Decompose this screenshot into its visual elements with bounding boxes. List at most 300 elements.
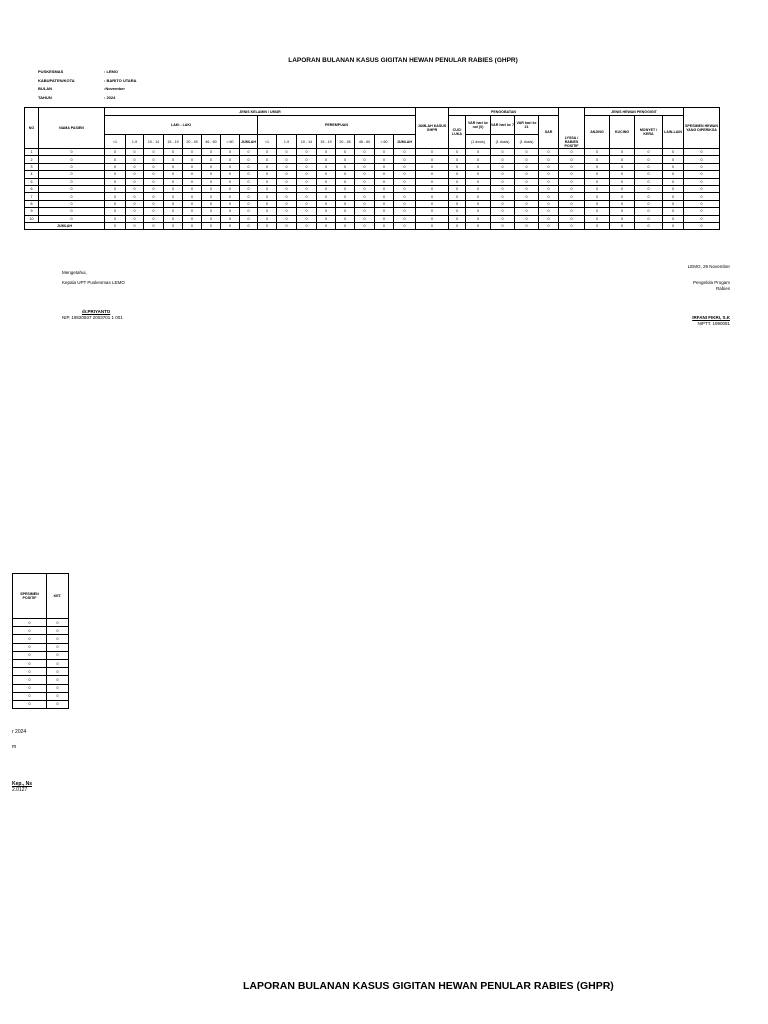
spesimen-row	[13, 651, 69, 659]
value-cell: 0	[144, 185, 164, 192]
report-title: LAPORAN BULANAN KASUS GIGITAN HEWAN PENULAR RABIES (GHPR)	[288, 57, 518, 64]
hdr-ket: KET.	[47, 574, 69, 619]
value-cell: 0	[491, 171, 515, 178]
value-cell: 0	[297, 171, 317, 178]
spesimen-cell: 0	[47, 700, 69, 708]
hdr-age-perempuan: 20 - 45	[336, 135, 355, 149]
total-cell: 0	[297, 222, 317, 229]
value-cell: 0	[297, 178, 317, 185]
total-cell: 0	[240, 222, 258, 229]
table-row	[25, 193, 720, 200]
value-cell: 0	[336, 200, 355, 207]
value-cell: 0	[144, 163, 164, 170]
spesimen-table	[12, 573, 69, 709]
hdr-age-laki: > 60	[221, 135, 240, 149]
value-cell: 0	[394, 193, 416, 200]
total-cell: 0	[515, 222, 539, 229]
value-cell: 0	[105, 171, 126, 178]
value-cell: 0	[126, 208, 144, 215]
sig-left-name: dr.PRIYANTO	[82, 309, 111, 314]
value-cell: 0	[258, 200, 277, 207]
value-cell: 0	[355, 171, 375, 178]
value-cell: 0	[610, 149, 635, 156]
value-cell: 0	[126, 193, 144, 200]
value-cell: 0	[317, 215, 336, 222]
value-cell: 0	[183, 208, 202, 215]
patient-name-cell: 0	[39, 215, 105, 222]
patient-name-cell: 0	[39, 149, 105, 156]
sig-pengelola: Pengelola Progam	[692, 280, 730, 285]
value-cell: 0	[466, 171, 491, 178]
value-cell: 0	[610, 200, 635, 207]
hdr-age-perempuan: 46 - 60	[355, 135, 375, 149]
hdr-spesimen-diperiksa: SPESIMEN HEWAN YANG DIPERIKSA	[684, 108, 720, 149]
value-cell: 0	[202, 200, 221, 207]
value-cell: 0	[466, 208, 491, 215]
value-cell: 0	[375, 208, 394, 215]
value-cell: 0	[277, 215, 297, 222]
value-cell: 0	[202, 163, 221, 170]
table-row	[25, 156, 720, 163]
value-cell: 0	[221, 163, 240, 170]
row-number: 10	[25, 215, 39, 222]
value-cell: 0	[449, 208, 466, 215]
value-cell: 0	[183, 178, 202, 185]
value-cell: 0	[466, 178, 491, 185]
value-cell: 0	[515, 163, 539, 170]
value-cell: 0	[297, 163, 317, 170]
value-cell: 0	[610, 178, 635, 185]
value-cell: 0	[416, 193, 449, 200]
fragment-kep: Kep., Ns	[12, 781, 33, 787]
value-cell: 0	[183, 215, 202, 222]
value-cell: 0	[126, 200, 144, 207]
value-cell: 0	[559, 193, 585, 200]
hdr-var-21: VAR hari ke 21	[515, 116, 539, 135]
value-cell: 0	[258, 185, 277, 192]
total-cell: 0	[221, 222, 240, 229]
value-cell: 0	[539, 185, 559, 192]
total-cell: 0	[394, 222, 416, 229]
patient-name-cell: 0	[39, 156, 105, 163]
value-cell: 0	[240, 215, 258, 222]
value-cell: 0	[491, 149, 515, 156]
total-label: JUMLAH	[25, 222, 105, 229]
value-cell: 0	[449, 193, 466, 200]
hdr-age-laki: 46 - 60	[202, 135, 221, 149]
value-cell: 0	[240, 171, 258, 178]
patient-name-cell: 0	[39, 163, 105, 170]
value-cell: 0	[375, 156, 394, 163]
value-cell: 0	[336, 171, 355, 178]
value-cell: 0	[515, 200, 539, 207]
fragment-date: r 2024	[12, 729, 27, 735]
total-cell: 0	[336, 222, 355, 229]
spesimen-cell: 0	[13, 651, 47, 659]
total-cell: 0	[277, 222, 297, 229]
value-cell: 0	[183, 200, 202, 207]
value-cell: 0	[684, 156, 720, 163]
value-cell: 0	[585, 215, 610, 222]
sig-right-nip: NIPTT. 1990081	[697, 321, 730, 326]
hdr-perempuan: PEREMPUAN	[258, 116, 416, 135]
value-cell: 0	[515, 156, 539, 163]
value-cell: 0	[539, 193, 559, 200]
hdr-var-7: VAR hari ke 7	[491, 116, 515, 135]
value-cell: 0	[258, 215, 277, 222]
value-cell: 0	[164, 193, 183, 200]
value-cell: 0	[394, 215, 416, 222]
hdr-age-laki: 10 - 14	[144, 135, 164, 149]
hdr-age-laki: 1-9	[126, 135, 144, 149]
value-cell: 0	[277, 149, 297, 156]
value-cell: 0	[663, 178, 684, 185]
patient-name-cell: 0	[39, 208, 105, 215]
value-cell: 0	[144, 171, 164, 178]
ghpr-table	[24, 107, 720, 230]
value-cell: 0	[355, 156, 375, 163]
spesimen-row	[13, 676, 69, 684]
value-cell: 0	[515, 149, 539, 156]
spesimen-cell: 0	[13, 700, 47, 708]
hdr-monyet: MONYET / KERA	[635, 116, 663, 149]
hdr-age-laki: <1	[105, 135, 126, 149]
value-cell: 0	[336, 156, 355, 163]
value-cell: 0	[240, 178, 258, 185]
value-cell: 0	[466, 215, 491, 222]
meta-bulan: BULAN :November	[38, 86, 125, 91]
total-cell: 0	[317, 222, 336, 229]
value-cell: 0	[336, 178, 355, 185]
fragment-m: m	[12, 744, 17, 750]
value-cell: 0	[105, 149, 126, 156]
value-cell: 0	[585, 208, 610, 215]
value-cell: 0	[126, 215, 144, 222]
total-cell: 0	[355, 222, 375, 229]
value-cell: 0	[449, 215, 466, 222]
value-cell: 0	[449, 171, 466, 178]
value-cell: 0	[144, 193, 164, 200]
value-cell: 0	[126, 171, 144, 178]
spesimen-cell: 0	[13, 643, 47, 651]
value-cell: 0	[317, 163, 336, 170]
value-cell: 0	[491, 208, 515, 215]
spesimen-cell: 0	[47, 659, 69, 667]
value-cell: 0	[297, 156, 317, 163]
value-cell: 0	[684, 200, 720, 207]
value-cell: 0	[336, 163, 355, 170]
value-cell: 0	[449, 178, 466, 185]
hdr-age-perempuan: 1-9	[277, 135, 297, 149]
value-cell: 0	[375, 163, 394, 170]
value-cell: 0	[105, 215, 126, 222]
value-cell: 0	[559, 208, 585, 215]
value-cell: 0	[559, 185, 585, 192]
spesimen-cell: 0	[13, 619, 47, 627]
hdr-var-dose: (1 dosis)	[491, 135, 515, 149]
value-cell: 0	[394, 171, 416, 178]
value-cell: 0	[336, 185, 355, 192]
value-cell: 0	[336, 149, 355, 156]
spesimen-cell: 0	[13, 684, 47, 692]
hdr-jumlah-kasus: JUMLAH KASUS GHPR	[416, 108, 449, 149]
table-row	[25, 215, 720, 222]
value-cell: 0	[183, 149, 202, 156]
spesimen-cell: 0	[13, 627, 47, 635]
value-cell: 0	[635, 171, 663, 178]
value-cell: 0	[355, 215, 375, 222]
value-cell: 0	[317, 185, 336, 192]
table-row	[25, 171, 720, 178]
value-cell: 0	[416, 163, 449, 170]
value-cell: 0	[240, 193, 258, 200]
hdr-lyssa: LYSSA / RABIES POSITIF	[559, 108, 585, 149]
value-cell: 0	[277, 178, 297, 185]
value-cell: 0	[240, 149, 258, 156]
hdr-age-perempuan: > 60	[375, 135, 394, 149]
value-cell: 0	[539, 156, 559, 163]
spesimen-cell: 0	[47, 627, 69, 635]
value-cell: 0	[466, 185, 491, 192]
value-cell: 0	[375, 215, 394, 222]
value-cell: 0	[221, 178, 240, 185]
value-cell: 0	[221, 171, 240, 178]
value-cell: 0	[277, 185, 297, 192]
patient-name-cell: 0	[39, 178, 105, 185]
value-cell: 0	[663, 200, 684, 207]
value-cell: 0	[183, 193, 202, 200]
hdr-jenis-kelamin-umur: JENIS KELAMIN / UMUR	[105, 108, 416, 116]
row-number: 3	[25, 163, 39, 170]
value-cell: 0	[144, 215, 164, 222]
value-cell: 0	[355, 200, 375, 207]
spesimen-row	[13, 635, 69, 643]
hdr-age-laki: JUMLAH	[240, 135, 258, 149]
spesimen-cell: 0	[47, 619, 69, 627]
value-cell: 0	[466, 149, 491, 156]
value-cell: 0	[355, 178, 375, 185]
value-cell: 0	[635, 163, 663, 170]
value-cell: 0	[317, 193, 336, 200]
value-cell: 0	[164, 215, 183, 222]
value-cell: 0	[317, 200, 336, 207]
value-cell: 0	[336, 193, 355, 200]
value-cell: 0	[183, 185, 202, 192]
spesimen-cell: 0	[13, 668, 47, 676]
value-cell: 0	[297, 215, 317, 222]
value-cell: 0	[164, 156, 183, 163]
value-cell: 0	[491, 156, 515, 163]
hdr-lain: LAIN-LAIN	[663, 116, 684, 149]
value-cell: 0	[126, 185, 144, 192]
value-cell: 0	[610, 193, 635, 200]
row-number: 7	[25, 193, 39, 200]
hdr-pengobatan: PENGOBATAN	[449, 108, 559, 116]
value-cell: 0	[221, 149, 240, 156]
hdr-anjing: ANJING	[585, 116, 610, 149]
value-cell: 0	[449, 149, 466, 156]
value-cell: 0	[394, 178, 416, 185]
value-cell: 0	[491, 163, 515, 170]
meta-kabupaten: KABUPATEN/KOTA : BARITO UTARA	[38, 77, 137, 83]
value-cell: 0	[635, 149, 663, 156]
sig-mengetahui: Mengetahui,	[62, 270, 87, 275]
spesimen-row	[13, 659, 69, 667]
value-cell: 0	[585, 178, 610, 185]
total-cell: 0	[144, 222, 164, 229]
value-cell: 0	[663, 215, 684, 222]
total-cell: 0	[126, 222, 144, 229]
value-cell: 0	[164, 208, 183, 215]
value-cell: 0	[297, 208, 317, 215]
patient-name-cell: 0	[39, 200, 105, 207]
row-number: 9	[25, 208, 39, 215]
sig-left-nip: NIP. 19820507 2003701 1 001	[62, 315, 123, 320]
value-cell: 0	[258, 149, 277, 156]
value-cell: 0	[221, 215, 240, 222]
total-cell: 0	[375, 222, 394, 229]
value-cell: 0	[240, 163, 258, 170]
value-cell: 0	[221, 193, 240, 200]
row-number: 2	[25, 156, 39, 163]
value-cell: 0	[684, 185, 720, 192]
value-cell: 0	[202, 178, 221, 185]
value-cell: 0	[221, 208, 240, 215]
value-cell: 0	[416, 171, 449, 178]
value-cell: 0	[684, 208, 720, 215]
value-cell: 0	[202, 171, 221, 178]
row-number: 6	[25, 185, 39, 192]
value-cell: 0	[539, 171, 559, 178]
total-cell: 0	[491, 222, 515, 229]
value-cell: 0	[491, 185, 515, 192]
value-cell: 0	[663, 208, 684, 215]
value-cell: 0	[449, 200, 466, 207]
value-cell: 0	[559, 215, 585, 222]
spesimen-cell: 0	[13, 635, 47, 643]
patient-name-cell: 0	[39, 185, 105, 192]
value-cell: 0	[684, 149, 720, 156]
value-cell: 0	[240, 156, 258, 163]
total-cell: 0	[663, 222, 684, 229]
total-cell: 0	[449, 222, 466, 229]
hdr-no: NO	[25, 108, 39, 149]
value-cell: 0	[684, 163, 720, 170]
value-cell: 0	[144, 156, 164, 163]
value-cell: 0	[297, 200, 317, 207]
spesimen-row	[13, 668, 69, 676]
value-cell: 0	[449, 185, 466, 192]
value-cell: 0	[394, 208, 416, 215]
value-cell: 0	[240, 208, 258, 215]
hdr-age-perempuan: 15 - 19	[317, 135, 336, 149]
table-row	[25, 178, 720, 185]
value-cell: 0	[610, 171, 635, 178]
value-cell: 0	[491, 215, 515, 222]
value-cell: 0	[164, 185, 183, 192]
patient-name-cell: 0	[39, 171, 105, 178]
value-cell: 0	[394, 149, 416, 156]
hdr-age-perempuan: 10 - 14	[297, 135, 317, 149]
meta-tahun: TAHUN : 2024	[38, 94, 116, 100]
value-cell: 0	[317, 156, 336, 163]
value-cell: 0	[684, 171, 720, 178]
value-cell: 0	[375, 149, 394, 156]
value-cell: 0	[105, 208, 126, 215]
value-cell: 0	[416, 215, 449, 222]
value-cell: 0	[240, 200, 258, 207]
value-cell: 0	[202, 215, 221, 222]
total-cell: 0	[202, 222, 221, 229]
value-cell: 0	[684, 193, 720, 200]
value-cell: 0	[221, 185, 240, 192]
total-cell: 0	[635, 222, 663, 229]
sig-date: LEMO, 29 November	[687, 264, 730, 269]
spesimen-cell: 0	[47, 643, 69, 651]
value-cell: 0	[610, 185, 635, 192]
value-cell: 0	[355, 193, 375, 200]
value-cell: 0	[375, 178, 394, 185]
sig-right-name: IRFANI FIKRI, S.K	[692, 315, 730, 320]
value-cell: 0	[559, 178, 585, 185]
value-cell: 0	[202, 156, 221, 163]
value-cell: 0	[164, 163, 183, 170]
spesimen-cell: 0	[13, 659, 47, 667]
value-cell: 0	[635, 200, 663, 207]
total-cell: 0	[585, 222, 610, 229]
value-cell: 0	[491, 178, 515, 185]
value-cell: 0	[663, 156, 684, 163]
value-cell: 0	[515, 171, 539, 178]
fragment-nip: 2.0127	[12, 787, 28, 793]
sig-rabies: Rabies	[715, 286, 730, 291]
bottom-title: LAPORAN BULANAN KASUS GIGITAN HEWAN PENULAR RABIES (GHPR)	[243, 980, 614, 992]
value-cell: 0	[663, 193, 684, 200]
value-cell: 0	[416, 156, 449, 163]
spesimen-row	[13, 627, 69, 635]
value-cell: 0	[585, 163, 610, 170]
hdr-age-laki: 20 - 45	[183, 135, 202, 149]
hdr-laki: LAKI - LAKI	[105, 116, 258, 135]
sig-kepala: Kepala UPT Puskesmas LEMO	[62, 280, 125, 285]
value-cell: 0	[375, 200, 394, 207]
value-cell: 0	[258, 193, 277, 200]
value-cell: 0	[635, 208, 663, 215]
total-cell: 0	[164, 222, 183, 229]
spesimen-cell: 0	[47, 676, 69, 684]
total-cell: 0	[684, 222, 720, 229]
value-cell: 0	[663, 163, 684, 170]
value-cell: 0	[466, 200, 491, 207]
value-cell: 0	[221, 156, 240, 163]
value-cell: 0	[539, 215, 559, 222]
value-cell: 0	[585, 149, 610, 156]
total-cell: 0	[416, 222, 449, 229]
value-cell: 0	[394, 163, 416, 170]
hdr-nama: NAMA PASIEN	[39, 108, 105, 149]
value-cell: 0	[317, 171, 336, 178]
value-cell: 0	[515, 215, 539, 222]
value-cell: 0	[416, 185, 449, 192]
value-cell: 0	[466, 193, 491, 200]
value-cell: 0	[684, 215, 720, 222]
value-cell: 0	[258, 178, 277, 185]
patient-name-cell: 0	[39, 193, 105, 200]
total-cell: 0	[258, 222, 277, 229]
value-cell: 0	[105, 200, 126, 207]
value-cell: 0	[277, 200, 297, 207]
total-cell: 0	[610, 222, 635, 229]
